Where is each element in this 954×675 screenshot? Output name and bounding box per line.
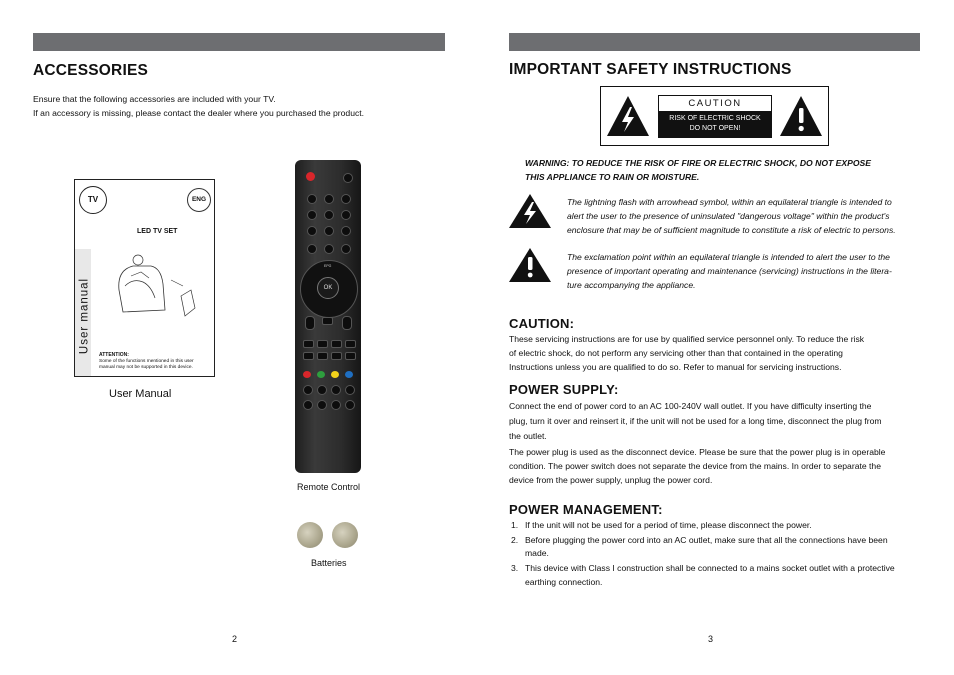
power-supply-heading: POWER SUPPLY:	[509, 382, 619, 397]
caution-label-box	[600, 86, 829, 146]
caution-label-line-1: RISK OF ELECTRIC SHOCK	[669, 115, 761, 122]
lightning-line-2: alert the user to the presence of uninsulated "dangerous voltage" within the product's	[567, 211, 890, 221]
battery-image	[332, 522, 358, 548]
exclamation-line-3: ture accompanying the appliance.	[567, 280, 696, 290]
epg-label: EPG	[324, 264, 332, 268]
right-header-bar	[509, 33, 920, 51]
exclamation-warning-icon	[508, 247, 552, 283]
safety-heading: IMPORTANT SAFETY INSTRUCTIONS	[509, 61, 792, 78]
remote-button	[331, 340, 342, 348]
num-button	[324, 226, 334, 236]
pm-item-3-line-1: This device with Class I construction shall be connected to a mains socket outlet with a protective	[525, 563, 895, 573]
vol-rocker	[305, 316, 315, 330]
caution-heading: CAUTION:	[509, 316, 575, 331]
caution-line-2: of electric shock, do not perform any servicing other than that contained in the operating	[509, 348, 843, 358]
yellow-button	[331, 371, 339, 378]
warning-line-2: THIS APPLIANCE TO RAIN OR MOISTURE.	[525, 172, 700, 182]
pm-item-2-line-2: made.	[525, 548, 549, 558]
power-supply-line-6: device from the power supply, unplug the power cord.	[509, 475, 713, 485]
power-management-heading: POWER MANAGEMENT:	[509, 502, 663, 517]
num-button	[341, 226, 351, 236]
num-button	[307, 194, 317, 204]
power-button	[306, 172, 315, 181]
num-button	[307, 244, 317, 254]
caption-remote-control: Remote Control	[297, 482, 361, 492]
pm-item-2-line-1: Before plugging the power cord into an AC outlet, make sure that all the connections have been	[525, 535, 888, 545]
remote-button	[303, 400, 313, 410]
attention-line-1: Some of the functions mentioned in this user	[99, 359, 194, 364]
lightning-warning-icon	[508, 193, 552, 229]
remote-button	[317, 352, 328, 360]
num-button	[341, 244, 351, 254]
num-button	[307, 226, 317, 236]
remote-button	[303, 352, 314, 360]
power-supply-line-5: condition. The power switch does not separate the device from the mains. In order to separate the	[509, 461, 881, 471]
remote-button	[317, 400, 327, 410]
pm-item-3-line-2: earthing connection.	[525, 577, 603, 587]
remote-button	[331, 400, 341, 410]
ok-button: OK	[317, 277, 339, 299]
caution-line-1: These servicing instructions are for use by qualified service personnel only. To reduce the risk	[509, 334, 865, 344]
power-supply-line-2: plug, turn it over and reinsert it, if the unit will not be used for a long time, disconnect the plug from	[509, 416, 882, 426]
caution-label-warning	[659, 111, 771, 137]
accessories-heading: ACCESSORIES	[33, 62, 149, 79]
num-button	[341, 210, 351, 220]
caution-label	[658, 95, 772, 138]
exclamation-line-2: presence of important operating and maintenance (servicing) instructions in the litera-	[567, 266, 892, 276]
power-supply-line-4: The power plug is used as the disconnect device. Please be sure that the power plug is in operable	[509, 447, 886, 457]
exclamation-line-1: The exclamation point within an equilateral triangle is intended to alert the user to the	[567, 252, 890, 262]
pm-item-1-line-1: If the unit will not be used for a period of time, please disconnect the power.	[525, 520, 812, 530]
caption-user-manual: User Manual	[109, 388, 172, 400]
remote-control-image	[295, 160, 361, 473]
num-button	[324, 244, 334, 254]
power-supply-line-3: the outlet.	[509, 431, 547, 441]
remote-button	[317, 385, 327, 395]
remote-button	[303, 340, 314, 348]
num-button	[341, 194, 351, 204]
pm-item-number: 3.	[511, 563, 519, 573]
remote-button	[331, 352, 342, 360]
language-badge: ENG	[187, 188, 211, 212]
battery-image	[297, 522, 323, 548]
red-button	[303, 371, 311, 378]
attention-title: ATTENTION:	[99, 352, 129, 358]
pm-item-number: 1.	[511, 520, 519, 530]
brand-logo: TV	[79, 186, 107, 214]
remote-button	[303, 385, 313, 395]
pm-item-number: 2.	[511, 535, 519, 545]
left-header-bar	[33, 33, 445, 51]
caution-line-3: Instructions unless you are qualified to do so. Refer to manual for servicing instructions.	[509, 362, 842, 372]
mute-button	[343, 173, 353, 183]
blue-button	[345, 371, 353, 378]
remote-button	[345, 352, 356, 360]
power-supply-line-1: Connect the end of power cord to an AC 100-240V wall outlet. If you have difficulty inserting the	[509, 401, 872, 411]
remote-button	[317, 340, 328, 348]
page-number-right: 3	[708, 634, 714, 644]
caution-label-line-2: DO NOT OPEN!	[689, 125, 741, 132]
remote-button	[345, 400, 355, 410]
intro-line-1: Ensure that the following accessories are included with your TV.	[33, 94, 276, 104]
manual-vertical-text: User manual	[78, 277, 91, 355]
manual-attention	[99, 352, 194, 371]
caption-batteries: Batteries	[311, 558, 347, 568]
remote-button	[322, 317, 333, 325]
exclamation-warning-icon	[779, 95, 823, 137]
green-button	[317, 371, 325, 378]
num-button	[307, 210, 317, 220]
ch-rocker	[342, 316, 352, 330]
remote-button	[345, 340, 356, 348]
lightning-line-1: The lightning flash with arrowhead symbol, within an equilateral triangle is intended to	[567, 197, 892, 207]
intro-line-2: If an accessory is missing, please contact the dealer where you purchased the product.	[33, 108, 365, 118]
attention-line-2: manual may not be supported in this device.	[99, 365, 193, 370]
couch-illustration	[111, 250, 201, 326]
remote-button	[345, 385, 355, 395]
user-manual-cover	[74, 179, 215, 377]
num-button	[324, 210, 334, 220]
caution-label-title: CAUTION	[688, 98, 742, 109]
manual-title: LED TV SET	[137, 228, 178, 235]
remote-button	[331, 385, 341, 395]
num-button	[324, 194, 334, 204]
lightning-warning-icon	[606, 95, 650, 137]
warning-line-1: WARNING: TO REDUCE THE RISK OF FIRE OR ELECTRIC SHOCK, DO NOT EXPOSE	[525, 158, 871, 168]
lightning-line-3: enclosure that may be of sufficient magnitude to constitute a risk of electric to persons.	[567, 225, 896, 235]
page-number-left: 2	[232, 634, 238, 644]
